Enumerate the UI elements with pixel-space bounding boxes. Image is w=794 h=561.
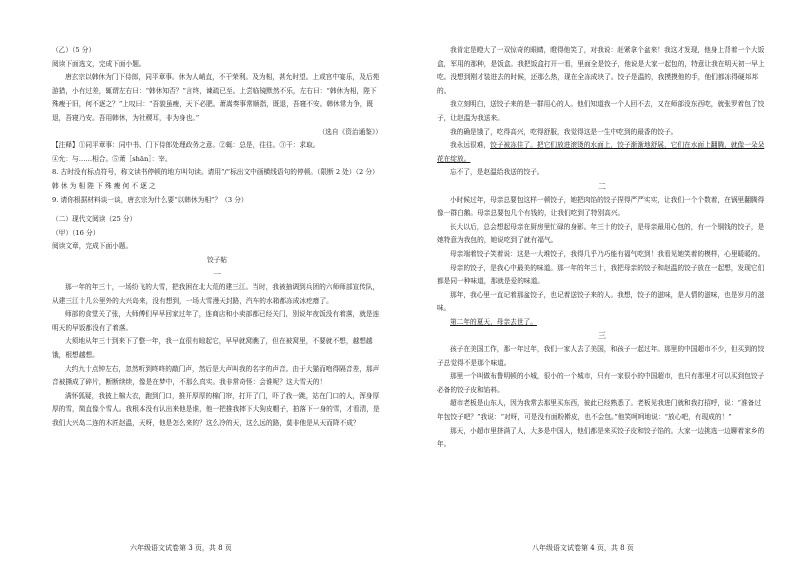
essay-paragraph: 小时候过年，母亲总要包这样一顿饺子，她把肉馅的饺子捏得严严实实，让我们一个个数着，在锅里翻腾得像一群白鹅。母亲总要包几个有钱的，让我们吃到了特别高兴。 (437, 195, 765, 218)
essay-paragraph: 长大以后，总会想起母亲在厨房里忙碌的身影。年三十的饺子，是母亲最用心包的，有一个铜钱的饺子，是她特意为我包的，她说吃到了就有福气。 (437, 222, 765, 245)
essay-paragraph: 大须地从年三十到来下了整一年，我一直很有晾起它，早早就窝瞧了，但在被窝里，不要就不想，越想越饿，根想越想。 (52, 337, 373, 360)
essay-paragraph: 师部的食堂关了张，大师傅们早早回家过年了，连商店和小卖部都已经关门，别说年夜饭没有着落，就是连明天的早饭都没有了着落。 (52, 310, 380, 332)
essay-paragraph: 那年，我心里一直记着那盆饺子，也记着送饺子来的人。我想，饺子的滋味，是人情的滋味，也是岁月的滋味。 (437, 290, 765, 313)
essay-paragraph: 忘不了，是赵温给我送的饺子。 (450, 168, 544, 177)
right-page (437, 44, 767, 452)
essay-paragraph: 母亲的饺子，是我心中最美的味道。那一年的年三十，我把母亲的饺子和赵温的饺子放在一起想，发现它们都是同一种味道，那就是爱的味道。 (437, 263, 765, 286)
question-9: 9. 请你根据材料谈一谈，唐玄宗为什么要“以韩休为相”？（3 分） (52, 195, 248, 204)
annotation-line: 【注释】①同平章事：同中书、门下侍郎处理政务之意。②辄：总是，往往。③干：求取。 (52, 141, 320, 150)
modern-reading-heading: （二）现代文阅读（25 分） (52, 215, 137, 224)
part-b-instructions: 阅读下面选文，完成下面小题。 (52, 59, 146, 68)
underlined-sentence: 饺子被冻住了。把它们放进滚烫的水面上，饺子渐渐地舒展，它们在水面上翻腾，就像一朵朵花在绽放。 (437, 141, 765, 163)
essay-paragraph: 那天，小超市里挤满了人，大多是中国人，他们都是来买饺子皮和饺子馅的。大家一边挑选一边聊着家乡的年。 (437, 426, 765, 449)
question-8: 8. 古时没有标点符号，称文读书停顿的地方叫句读。请用“/”标出文中画横线语句的停顿。（限断 2 处）（2 分） (52, 168, 379, 177)
section-number: 一 (213, 269, 221, 279)
essay-paragraph: 那一年的年三十，一场纷飞的大雪，把我困在北大荒的建三江。当时，我被抽调到兵团的六师师部宣传队，从建三江十几公里外的大兴岛来，没有想到，一场大雪漫天封路，汽车的水箱都冻成冰疙瘩了。 (52, 283, 380, 305)
section-number: 三 (598, 331, 606, 341)
essay-paragraph: 母亲端着饺子笑着说：这是一大堆饺子，我得几乎乃巧能有福气吃到！我看见她笑着的模样，心里暖暖的。 (450, 249, 765, 258)
passage-source: （选自《资治通鉴》） (318, 127, 382, 136)
essay-paragraph: 满怀狐疑，我披上棉大衣，跑到门口，推开厚厚的棉门帘，打开了门，吓了我一跳，站在门口的人，浑身厚厚的雪，简直像个雪人。我根本没有认出来他是谁，他一把推我摔下大狗皮帽子，拍落下一身的雪，才看清，是我们大兴岛二连的木匠赵温，天呀，他是怎么来的？这么冷的天，这么远的路，莫非他是从天而降不成？ (52, 391, 380, 428)
annotation-line: ④允：与……相合。⑤萧［shān］：宰。 (52, 154, 172, 163)
essay-paragraph: 我的确是饿了，吃得高兴，吃得舒服，我觉得这是一生中吃到的最香的饺子。 (450, 127, 678, 136)
part-a-instructions: 阅读文章，完成下面小题。 (52, 242, 133, 251)
quote-line: 我永远很难， (450, 141, 491, 150)
essay-paragraph: 我肯定是瞪大了一双惊奇的眼睛，瞪得他笑了，对我说：赶紧拿个盆来！我这才发现，他身上背着一个大饭盒，军用的那种，是饭盒。我把饭盒打开一看，里面全是饺子，他说是大家一起包的，特意让我在明天初一早上吃。没想到刚才装进去的时候，还那么热，现在全冻成块了。饺子是温的，我摸摸他的手，他们都冻得硬邦邦的。 (437, 46, 765, 95)
section-number: 二 (598, 181, 606, 191)
question-8-sentence: 韩 休 为 相 陛 下 殊 瘦 何 不 逐 之 (52, 181, 156, 190)
essay-paragraph: 大约九十点钟左右，忽然听到咚咚的敲门声，然后是大声叫我的名字的声音。由于大猫而咆得隔音差，那声音被撕成了碎片，断断续续，像是在梦中，不那么真实。我非常奇怪：会谁呢？这大雪天的！ (52, 364, 380, 387)
underlined-sentence: 第二年的夏天，母亲去世了。 (450, 317, 537, 326)
part-b-heading: （乙）（5 分） (52, 46, 96, 54)
essay-title: 饺子帖 (206, 255, 228, 264)
classical-passage: 唐玄宗以韩休为门下侍郎，同平章事。休为人峭直，不干荣利。及为相，甚允时望。上或宫中宴乐，及后苑游猎，小有过差，辄谓左右曰：“韩休知否？”言终，谏疏已至。上尝临镜默然不乐，左右曰：“韩休为相，陛下殊瘦于旧，何不逐之？”上叹曰：“吾貌虽瘦，天下必肥。萧嵩奏事常顺指，既退，吾寝不安。韩休常力争，既退，吾寝乃安。吾用韩休，为社稷耳，非为身也。” (52, 73, 380, 122)
essay-paragraph: 孩子在美国工作，那一年过年，我们一家人去了美国，和孩子一起过年。那里的中国超市不少，但买到的饺子总觉得不是那个味道。 (437, 345, 765, 367)
essay-paragraph: 我立刻明白，送饺子来的是一群用心的人。他们知道我一个人回不去，又在师部没东西吃，就张罗着包了饺子，让赵温为我送来。 (437, 100, 765, 122)
page-footer-right: 八年级语文试卷第 4 页，共 8 页 (532, 544, 634, 552)
page-footer-left: 六年级语文试卷第 3 页，共 8 页 (130, 544, 232, 552)
essay-paragraph: 那里一个叫做布鲁明顿的小城，很小的一个城市，只有一家很小的中国超市，也只有那里才可以买到包饺子必备的饺子皮和馅料。 (437, 372, 765, 394)
essay-paragraph (437, 139, 767, 166)
part-a-heading: （甲）（16 分） (52, 228, 100, 237)
essay-paragraph: 超市老板是山东人，因为我常去那里买东西，彼此已经熟悉了。老板见我进门就和我打招呼，说：“准备过年包饺子吧？”我说：“对呀，可是没有面粉擀皮，也不会包。”他笑呵呵地说：“放心吧，有现成的！” (437, 399, 762, 422)
left-page (52, 44, 382, 431)
